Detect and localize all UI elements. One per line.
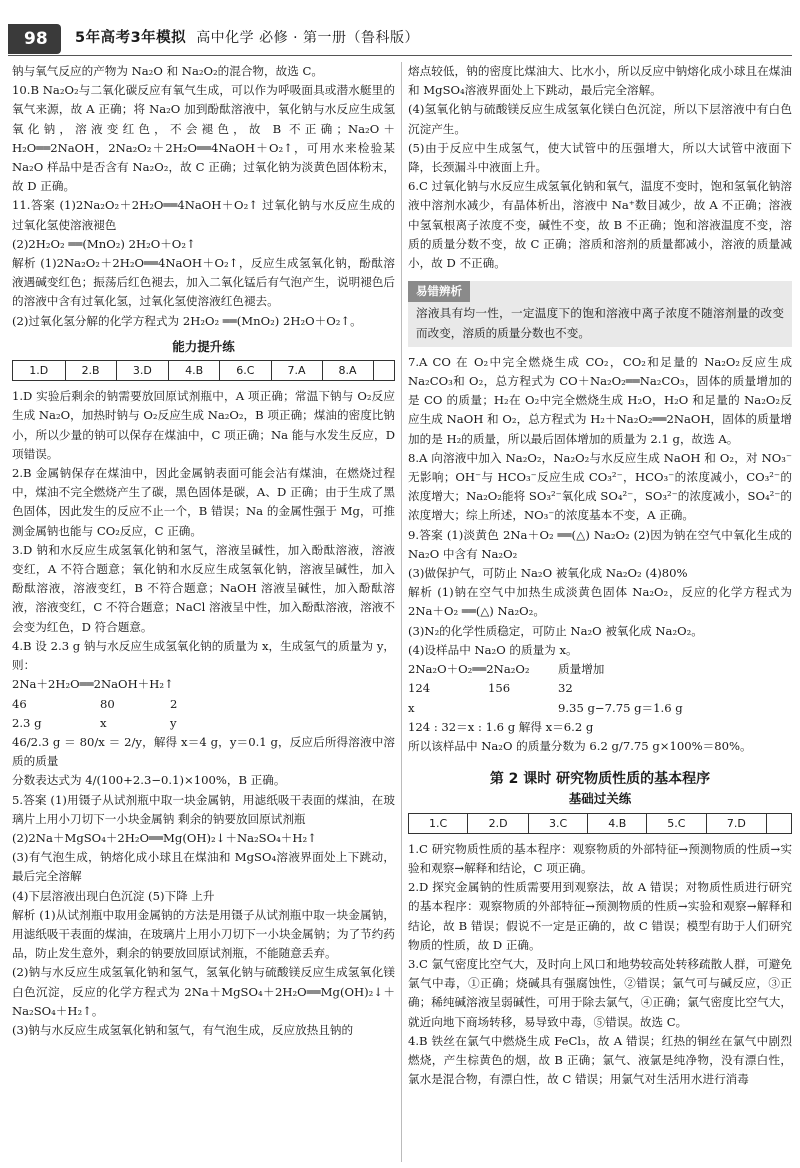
para: 解析 (1)从试剂瓶中取用金属钠的方法是用镊子从试剂瓶中取一块金属钠，用滤纸吸干表面的煤油，在玻璃片上用小刀切下一小块金属钠；为了节约药品，防止发生意外，剩余的钠要放回原试剂瓶，不能随意丢弃。 <box>12 907 395 961</box>
para: (4)设样品中 Na₂O 的质量为 x。 <box>408 642 578 657</box>
para: 6.C 过氧化钠与水反应生成氢氧化钠和氧气，温度不变时，饱和氢氧化钠溶液中溶剂水减少，有晶体析出，溶液中 Na⁺数目减少，故 A 不正确；溶液中氢氧根离子浓度不变，碱性不变，故 B 不正确；饱和溶液温度不变，溶质的质量分数不变，故 C 正确；溶质和溶剂的质量都减小，溶液的质量减小，故 D 不正确。 <box>408 179 792 271</box>
para: 9.答案 (1)淡黄色 2Na＋O₂ ══(△) Na₂O₂ (2)因为钠在空气中氧化生成的 Na₂O 中含有 Na₂O₂ <box>408 527 792 561</box>
tip-label: 易错辨析 <box>408 281 470 302</box>
answer-cell: 4.B <box>588 813 647 833</box>
page-number: 98 <box>8 24 61 54</box>
para: (5)由于反应中生成氢气，使大试管中的压强增大，所以大试管中液面下降，长颈漏斗中液面上升。 <box>408 140 792 175</box>
para: 7.A CO 在 O₂中完全燃烧生成 CO₂，CO₂和足量的 Na₂O₂反应生成 Na₂CO₃和 O₂，总方程式为 CO＋Na₂O₂══Na₂CO₃，固体的质量增加的是 CO 的质量；H₂在 O₂中完全燃烧生成 H₂O，H₂O 和足量的 Na₂O₂反应生成 NaOH 和 O₂，总方程式为 H₂＋Na₂O₂══2NaOH，固体的质量增加的是 H₂的质量，所以最后固体增加的质量为 2.1 g，故选 A。 <box>408 354 792 446</box>
column-divider <box>401 62 402 1162</box>
para: 4.B 铁丝在氯气中燃烧生成 FeCl₃，故 A 错误；红热的铜丝在氯气中剧烈燃烧，产生棕黄色的烟，故 B 正确；氯气、液氯是纯净物，没有漂白性，氯水是混合物，有漂白性，故 C 错误；用氯气对生活用水进行消毒 <box>408 1033 792 1087</box>
calc-cell: 46 <box>12 696 27 711</box>
book-title: 5年高考3年模拟 高中化学 必修 · 第一册（鲁科版） <box>75 30 419 46</box>
para: 3.C 氯气密度比空气大，及时向上风口和地势较高处转移疏散人群，可避免氯气中毒，①正确；烧碱具有强腐蚀性，②错误；氯气可与碱反应，③正确；稀纯碱溶液呈弱碱性，可用于除去氯气，④正确；氯气密度比空气大，就近向地下商场转移，易导致中毒，⑤错误。故选 C。 <box>408 956 792 1029</box>
para: 11.答案 (1)2Na₂O₂＋2H₂O══4NaOH＋O₂↑ 过氧化钠与水反应生成的过氧化氢使溶液褪色 <box>12 198 395 232</box>
answer-cell: 4.B <box>169 361 220 381</box>
para: 1.D 实验后剩余的钠需要放回原试剂瓶中，A 项正确；常温下钠与 O₂反应生成 Na₂O，加热时钠与 O₂反应生成 Na₂O₂，B 项正确；煤油的密度比钠小，所以少量的钠可以保存在煤油中，C 项正确；Na 能与水发生反应，D 项错误。 <box>12 389 395 461</box>
answer-cell: 2.D <box>468 813 529 833</box>
answer-cell: 3.D <box>116 361 169 381</box>
para: (3)有气泡生成，钠熔化成小球且在煤油和 MgSO₄溶液界面处上下跳动，最后完全溶解 <box>12 850 395 884</box>
equation: 2Na＋2H₂O══2NaOH＋H₂↑ <box>12 677 174 692</box>
answer-cell <box>767 813 792 833</box>
para: (2)2Na＋MgSO₄＋2H₂O══Mg(OH)₂↓＋Na₂SO₄＋H₂↑ <box>12 830 317 845</box>
para: 124 : 32＝x : 1.6 g 解得 x＝6.2 g <box>408 719 594 734</box>
right-column <box>408 62 792 1089</box>
answer-table <box>12 360 395 381</box>
answer-cell: 1.C <box>409 813 468 833</box>
section-title: 能力提升练 <box>172 338 235 354</box>
calc-cell: x <box>408 700 415 715</box>
para: 3.D 钠和水反应生成氢氧化钠和氢气，溶液呈碱性，加入酚酞溶液，溶液变红，A 不符合题意；氧化钠和水反应生成氢氧化钠，溶液呈碱性，加入酚酞溶液，溶液变红，B 不符合题意；NaOH 溶液呈碱性，加入酚酞溶液，溶液变红，C 不符合题意；NaCl 溶液呈中性，加入酚酞溶液，溶液不会变为红色，D 符合题意。 <box>12 542 395 634</box>
calc-row <box>12 695 395 714</box>
para: (2)2H₂O₂ ══(MnO₂) 2H₂O＋O₂↑ <box>12 236 196 251</box>
para: 10.B Na₂O₂与二氧化碳反应有氧气生成，可以作为呼吸面具或潜水艇里的氧气来源，故 A 正确；将 Na₂O 加到酚酞溶液中，氧化钠与水反应生成氢氧化钠，溶液变红色，不会褪色，故 B 不正确；Na₂O＋H₂O══2NaOH，2Na₂O₂＋2H₂O══4NaOH＋O₂↑，可用水来检验某 Na₂O 样品中是否含有 Na₂O₂，故 C 正确；过氧化钠为淡黄色固体粉末，故 D 正确。 <box>12 83 395 194</box>
answer-cell <box>373 361 394 381</box>
answer-table <box>408 813 792 834</box>
answer-cell: 3.C <box>529 813 588 833</box>
para: (4)氢氧化钠与硫酸镁反应生成氢氧化镁白色沉淀，所以下层溶液中有白色沉淀产生。 <box>408 102 792 136</box>
answer-cell: 1.D <box>13 361 66 381</box>
page-header <box>0 0 800 48</box>
answer-cell: 2.B <box>65 361 116 381</box>
para: (2)钠与水反应生成氢氧化钠和氢气，氢氧化钠与硫酸镁反应生成氢氧化镁白色沉淀，反应的化学方程式为 2Na＋MgSO₄＋2H₂O══Mg(OH)₂↓＋Na₂SO₄＋H₂↑。 <box>12 965 395 1018</box>
calc-cell: 2 <box>170 696 178 711</box>
para: (3)钠与水反应生成氢氧化钠和氢气，有气泡生成，反应放热且钠的 <box>12 1022 354 1037</box>
para: (3)做保护气，可防止 Na₂O 被氧化成 Na₂O₂ (4)80% <box>408 566 688 581</box>
calc-cell: 156 <box>488 681 511 696</box>
para: 钠与氧气反应的产物为 Na₂O 和 Na₂O₂的混合物，故选 C。 <box>12 64 323 78</box>
book-subtitle: 高中化学 必修 · 第一册（鲁科版） <box>196 30 419 46</box>
calc-row <box>12 714 395 733</box>
calc-cell: 32 <box>558 681 573 696</box>
calc-cell: 质量增加 <box>558 662 605 677</box>
answer-cell: 5.C <box>647 813 706 833</box>
calc-cell: 2Na₂O＋O₂══2Na₂O₂ <box>408 662 530 677</box>
calc-row <box>408 660 792 679</box>
para: 解析 (1)钠在空气中加热生成淡黄色固体 Na₂O₂，反应的化学方程式为 2Na＋O₂ ══(△) Na₂O₂。 <box>408 585 792 619</box>
lesson-title: 第 2 课时 研究物质性质的基本程序 <box>489 771 711 788</box>
calc-cell: 9.35 g−7.75 g＝1.6 g <box>558 700 683 715</box>
para: 8.A 向溶液中加入 Na₂O₂，Na₂O₂与水反应生成 NaOH 和 O₂，对 NO₃⁻无影响；OH⁻与 HCO₃⁻反应生成 CO₃²⁻，HCO₃⁻的浓度减小，CO₃²⁻的浓度增大；Na₂O₂能将 SO₃²⁻氧化成 SO₄²⁻，SO₃²⁻的浓度减小，SO₄²⁻的浓度增大；综上所述，NO₃⁻的浓度基本不变，A 正确。 <box>408 450 792 523</box>
answer-cell: 8.A <box>322 361 373 381</box>
calc-row <box>408 679 792 698</box>
answer-cell: 6.C <box>220 361 271 381</box>
answer-cell: 7.A <box>271 361 322 381</box>
para: 熔点较低，钠的密度比煤油大、比水小，所以反应中钠熔化成小球且在煤油和 MgSO₄溶液界面处上下跳动，最后完全溶解。 <box>408 64 792 98</box>
para: 2.D 探究金属钠的性质需要用到观察法，故 A 错误；对物质性质进行研究的基本程序：观察物质的外部特征→预测物质的性质→实验和观察→解释和结论，故 B 错误；假说不一定是正确的，故 C 错误；模型有助于人们研究物质的性质，故 D 正确。 <box>408 880 792 952</box>
left-column <box>12 62 395 1040</box>
para: 解析 (1)2Na₂O₂＋2H₂O══4NaOH＋O₂↑，反应生成氢氧化钠，酚酞溶液遇碱变红色；振荡后红色褪去，加入二氧化锰后有气泡产生，说明褪色后的溶液中含有过氧化氢，过氧化氢使溶液红色褪去。 <box>12 256 395 309</box>
calc-row <box>408 699 792 718</box>
calc-cell: x <box>100 715 107 730</box>
para: 4.B 设 2.3 g 钠与水反应生成氢氧化钠的质量为 x，生成氢气的质量为 y，则： <box>12 638 395 673</box>
calc-cell: 80 <box>100 696 115 711</box>
para: 46/2.3 g ＝ 80/x ＝ 2/y，解得 x＝4 g，y＝0.1 g，反应后所得溶液中溶质的质量 <box>12 734 395 769</box>
para: 5.答案 (1)用镊子从试剂瓶中取一块金属钠，用滤纸吸干表面的煤油，在玻璃片上用小刀切下一小块金属钠 剩余的钠要放回原试剂瓶 <box>12 792 395 826</box>
answer-cell: 7.D <box>706 813 767 833</box>
tip-box <box>408 281 792 347</box>
para: (2)过氧化氢分解的化学方程式为 2H₂O₂ ══(MnO₂) 2H₂O＋O₂↑。 <box>12 313 362 328</box>
para: 所以该样品中 Na₂O 的质量分数为 6.2 g/7.75 g×100%＝80%。 <box>408 738 752 753</box>
calc-cell: y <box>170 715 177 730</box>
para: (3)N₂的化学性质稳定，可防止 Na₂O 被氧化成 Na₂O₂。 <box>408 623 703 638</box>
calc-cell: 124 <box>408 681 431 696</box>
header-rule <box>8 55 792 56</box>
calc-cell: 2.3 g <box>12 715 42 730</box>
para: (4)下层溶液出现白色沉淀 (5)下降 上升 <box>12 888 215 903</box>
section-title: 基础过关练 <box>568 791 632 807</box>
para: 分数表达式为 4/(100+2.3−0.1)×100%，B 正确。 <box>12 773 286 788</box>
para: 1.C 研究物质性质的基本程序：观察物质的外部特征→预测物质的性质→实验和观察→解释和结论，C 项正确。 <box>408 841 792 875</box>
para: 2.B 金属钠保存在煤油中，因此金属钠表面可能会沾有煤油，在燃烧过程中，煤油不完全燃烧产生了碳，黑色固体是碳，A、D 正确；由于生成了黑色固体，因此发生的反应不止一个，B 错误；Na 的金属性强于 Mg，可推测金属钠也能与 CO₂反应，C 正确。 <box>12 466 395 538</box>
tip-text: 溶液具有均一性，一定温度下的饱和溶液中离子浓度不随溶剂量的改变而改变，溶质的质量分数也不变。 <box>416 306 784 340</box>
